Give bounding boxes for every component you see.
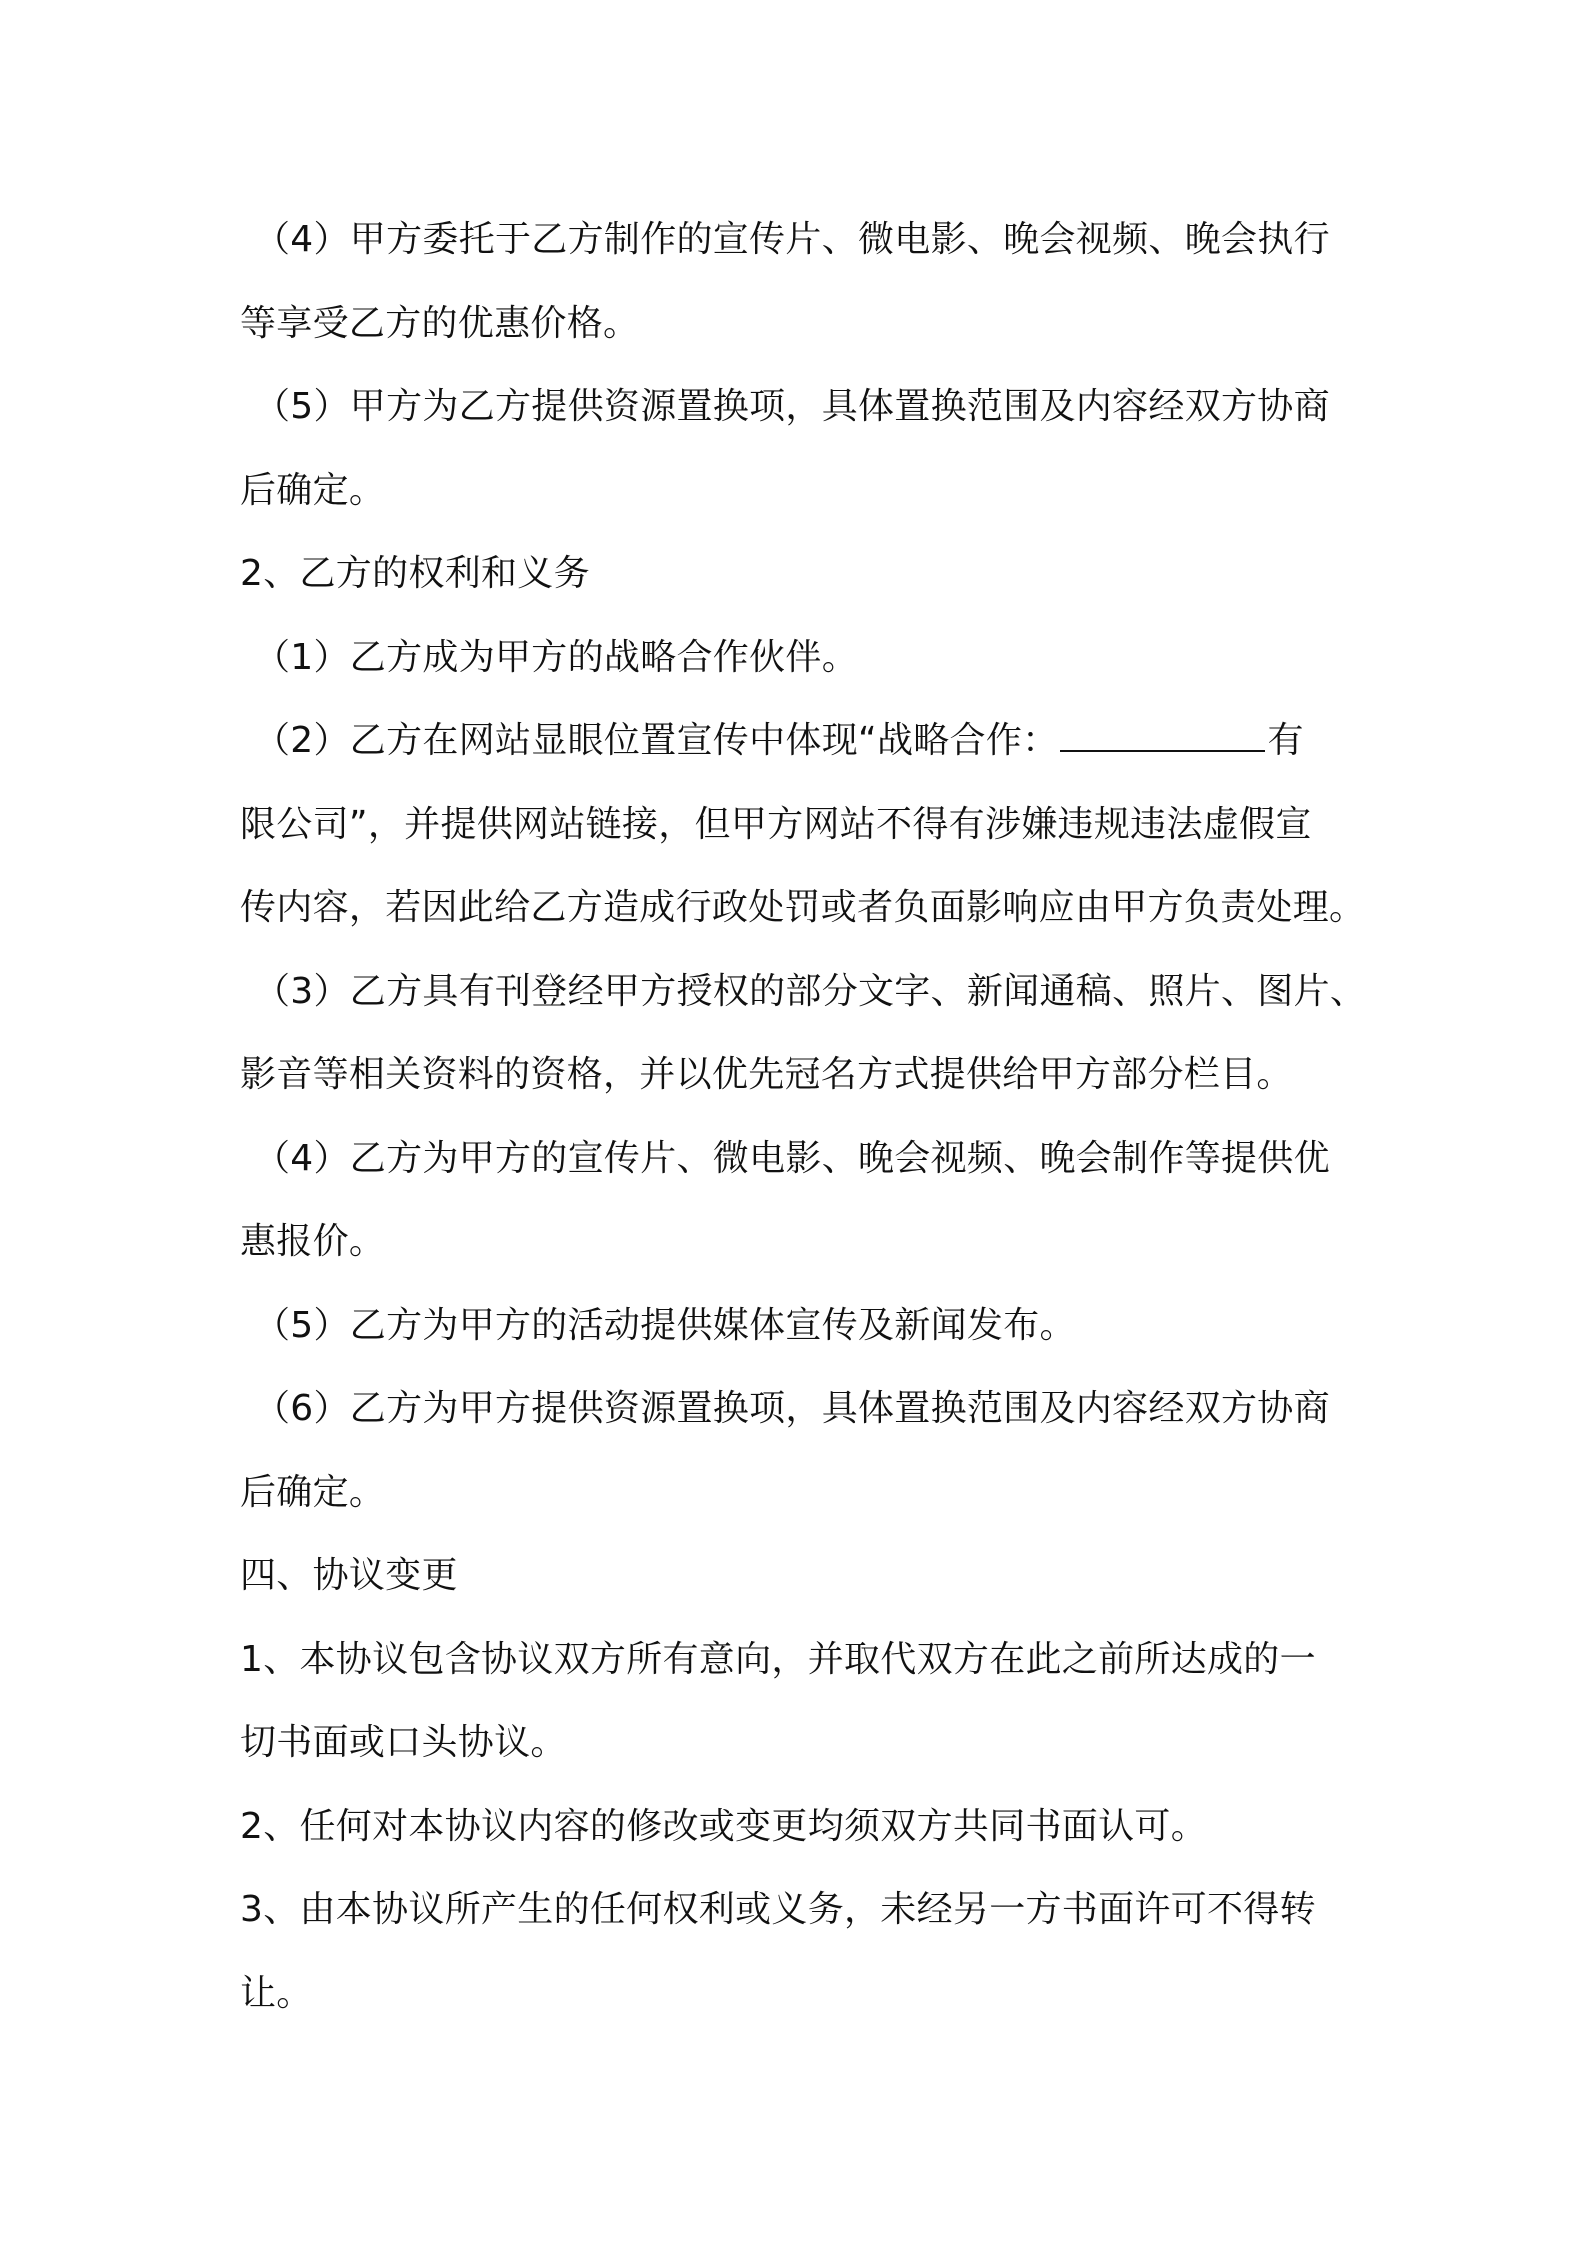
clause-b6-line-2: 后确定。 xyxy=(240,1471,386,1513)
clause-b6-line-1: （6）乙方为甲方提供资源置换项，具体置换范围及内容经双方协商 xyxy=(254,1388,1330,1429)
clause-b2-line-3: 传内容，若因此给乙方造成行政处罚或者负面影响应由甲方负责处理。 xyxy=(240,887,1366,928)
clause-c1-line-2: 切书面或口头协议。 xyxy=(240,1722,567,1763)
section-heading-party-b-rights: 2、乙方的权利和义务 xyxy=(240,553,590,594)
clause-c1-line-1: 1、本协议包含协议双方所有意向，并取代双方在此之前所达成的一 xyxy=(240,1638,1316,1680)
clause-b2-line-1-prefix: （2）乙方在网站显眼位置宣传中体现“战略合作： xyxy=(254,720,1059,761)
document-body xyxy=(240,198,1380,2035)
clause-c2: 2、任何对本协议内容的修改或变更均须双方共同书面认可。 xyxy=(240,1805,1208,1847)
clause-b2-line-2: 限公司”，并提供网站链接，但甲方网站不得有涉嫌违规违法虚假宣 xyxy=(240,803,1312,845)
clause-a4-line-1: （4）甲方委托于乙方制作的宣传片、微电影、晚会视频、晚会执行 xyxy=(254,219,1330,260)
clause-a5-line-2: 后确定。 xyxy=(240,469,386,511)
clause-a5-line-1: （5）甲方为乙方提供资源置换项，具体置换范围及内容经双方协商 xyxy=(254,386,1330,427)
clause-b4-line-1: （4）乙方为甲方的宣传片、微电影、晚会视频、晚会制作等提供优 xyxy=(254,1137,1330,1179)
clause-b5: （5）乙方为甲方的活动提供媒体宣传及新闻发布。 xyxy=(254,1304,1076,1346)
company-name-blank xyxy=(1060,720,1265,752)
clause-b4-line-2: 惠报价。 xyxy=(240,1221,386,1262)
clause-b2-line-1-suffix: 有 xyxy=(1267,720,1304,761)
clause-b1: （1）乙方成为甲方的战略合作伙伴。 xyxy=(254,636,859,678)
clause-b2-line-1 xyxy=(240,699,1380,783)
section-heading-agreement-changes: 四、协议变更 xyxy=(240,1555,458,1596)
clause-c3-line-2: 让。 xyxy=(240,1972,313,2014)
clause-a4-line-2: 等享受乙方的优惠价格。 xyxy=(240,302,640,344)
clause-b3-line-1: （3）乙方具有刊登经甲方授权的部分文字、新闻通稿、照片、图片、 xyxy=(254,970,1367,1012)
clause-c3-line-1: 3、由本协议所产生的任何权利或义务，未经另一方书面许可不得转 xyxy=(240,1889,1316,1930)
clause-b3-line-2: 影音等相关资料的资格，并以优先冠名方式提供给甲方部分栏目。 xyxy=(240,1054,1293,1095)
